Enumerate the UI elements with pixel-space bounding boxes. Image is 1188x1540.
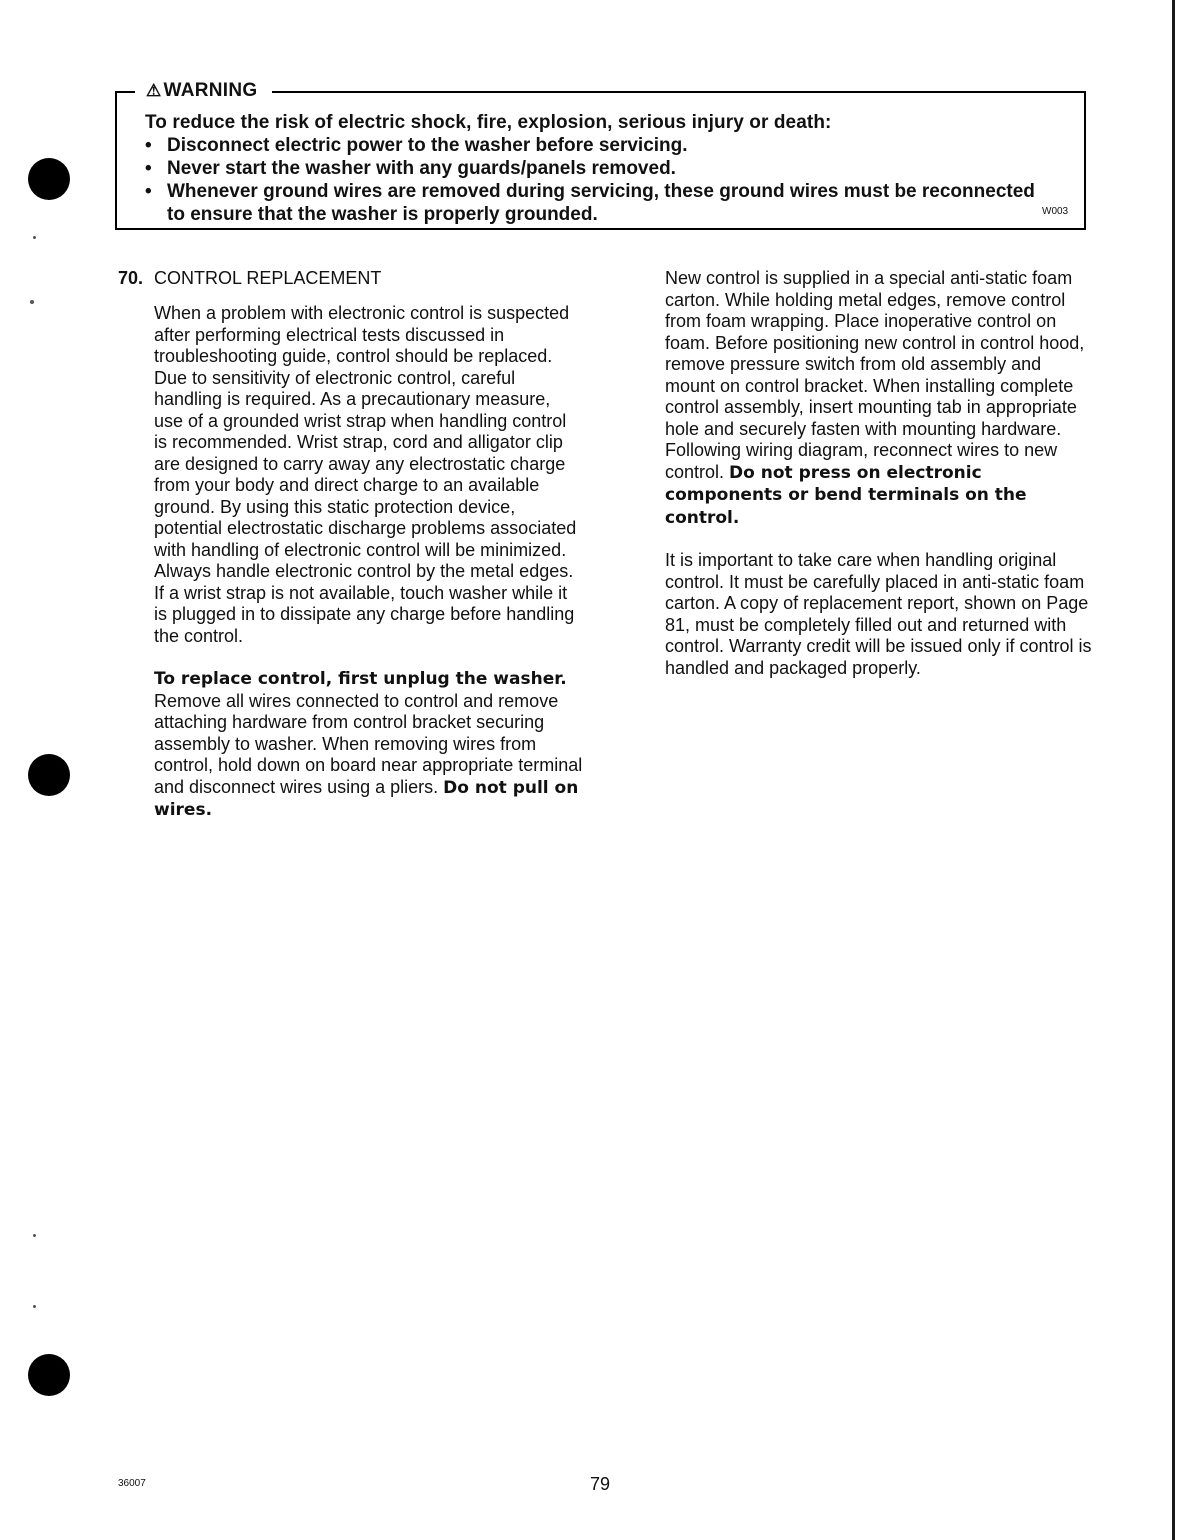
section-heading	[118, 268, 381, 289]
paragraph: New control is supplied in a special anti-static foam carton. While holding metal edges, remove control from foam wrapping. Place inoperative control on foam. Before positioning new control in control hood, remove pressure switch from old assembly and mount on control bracket. When installing complete control assembly, insert mounting tab in appropriate hole and securely fasten with mounting hardware. Following wiring diagram, reconnect wires to new control. Do not press on electronic components or bend terminals on the control.	[665, 268, 1085, 528]
warning-code: W003	[1042, 206, 1069, 217]
right-column	[665, 268, 1095, 700]
scan-speck	[33, 236, 36, 239]
bullet-icon: •	[145, 181, 152, 202]
scan-edge-line	[1172, 0, 1175, 1540]
binder-hole-middle	[28, 754, 70, 796]
bold-instruction: To replace control, first unplug the washer.	[154, 669, 567, 689]
scan-speck	[33, 1234, 36, 1237]
bold-caution: Do not press on electronic components or bend terminals on the control.	[665, 462, 1027, 528]
warning-title: ⚠ WARNING	[140, 80, 263, 102]
scan-speck	[33, 1305, 36, 1308]
warning-triangle-icon: ⚠	[146, 81, 162, 100]
scan-speck	[30, 300, 34, 304]
paragraph: It is important to take care when handling original control. It must be carefully placed in anti-static foam carton. A copy of replacement report, shown on Page 81, must be completely filled out and returned with control. Warranty credit will be issued only if control is handled and packaged properly.	[665, 550, 1092, 678]
left-column	[154, 303, 584, 843]
bullet-icon: •	[145, 135, 152, 156]
warning-bullet: • Disconnect electric power to the washer before servicing.	[145, 135, 688, 156]
warning-bullet: • Never start the washer with any guards/panels removed.	[145, 158, 676, 179]
document-code: 36007	[118, 1478, 146, 1489]
section-title: CONTROL REPLACEMENT	[154, 268, 382, 288]
paragraph: To replace control, first unplug the washer. Remove all wires connected to control and remove attaching hardware from control bracket securing assembly to washer. When removing wires from control, hold down on board near appropriate terminal and disconnect wires using a pliers. Do not pull on wires.	[154, 669, 583, 820]
page-number: 79	[590, 1474, 611, 1494]
paragraph: When a problem with electronic control is suspected after performing electrical tests discussed in troubleshooting guide, control should be replaced. Due to sensitivity of electronic control, careful handling is required. As a precautionary measure, use of a grounded wrist strap when handling control is recommended. Wrist strap, cord and alligator clip are designed to carry away any electrostatic charge from your body and direct charge to an available ground. By using this static protection device, potential electrostatic discharge problems associated with handling of electronic control will be minimized. Always handle electronic control by the metal edges. If a wrist strap is not available, touch washer while it is plugged in to dissipate any charge before handling the control.	[154, 303, 577, 646]
warning-lead: To reduce the risk of electric shock, fire, explosion, serious injury or death:	[145, 112, 832, 133]
warning-box-top-left	[115, 91, 135, 93]
section-number: 70.	[118, 268, 144, 288]
binder-hole-top	[28, 158, 70, 200]
bold-caution: Do not pull on wires.	[154, 777, 579, 820]
warning-bullet-list	[145, 134, 1045, 226]
binder-hole-bottom	[28, 1354, 70, 1396]
warning-bullet: • Whenever ground wires are removed during servicing, these ground wires must be reconnected to ensure that the washer is properly grounded.	[145, 181, 1035, 225]
warning-box-top-right	[272, 91, 1086, 93]
bullet-icon: •	[145, 158, 152, 179]
